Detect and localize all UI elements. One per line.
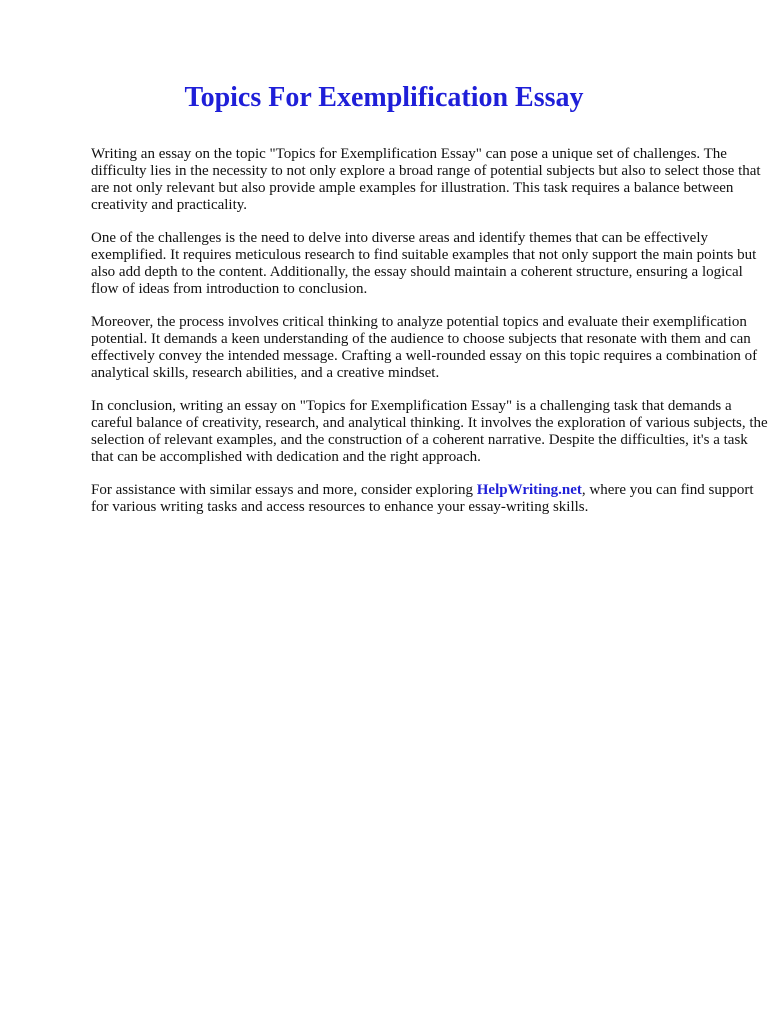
document-body (91, 146, 768, 532)
helpwriting-link[interactable]: HelpWriting.net (476, 482, 582, 498)
paragraph-3: Moreover, the process involves critical thinking to analyze potential topics and evaluate their exemplification potential. It demands a keen understanding of the audience to choose subjects that resonate with them and can effectively convey the intended message. Crafting a well-rounded essay on this topic requires a combination of analytical skills, research abilities, and a creative mindset. (91, 314, 758, 381)
closing-text-before-link: For assistance with similar essays and more, consider exploring (91, 482, 477, 498)
closing-paragraph (91, 482, 768, 516)
page-title: Topics For Exemplification Essay (184, 82, 584, 113)
paragraph-4: In conclusion, writing an essay on "Topics for Exemplification Essay" is a challenging task that demands a careful balance of creativity, research, and analytical thinking. It involves the exploration of various subjects, the selection of relevant examples, and the construction of a coherent narrative. Despite the difficulties, it's a task that can be accomplished with dedication and the right approach. (91, 398, 768, 465)
closing-text-after-link: , where you can find support for various writing tasks and access resources to enhance your essay-writing skills. (91, 482, 754, 515)
paragraph-1: Writing an essay on the topic "Topics for Exemplification Essay" can pose a unique set of challenges. The difficulty lies in the necessity to not only explore a broad range of potential subjects but also to select those that are not only relevant but also provide ample examples for illustration. This task requires a balance between creativity and practicality. (91, 146, 761, 213)
paragraph-2: One of the challenges is the need to delve into diverse areas and identify themes that can be effectively exemplified. It requires meticulous research to find suitable examples that not only support the main points but also add depth to the content. Additionally, the essay should maintain a coherent structure, ensuring a logical flow of ideas from introduction to conclusion. (91, 230, 757, 297)
